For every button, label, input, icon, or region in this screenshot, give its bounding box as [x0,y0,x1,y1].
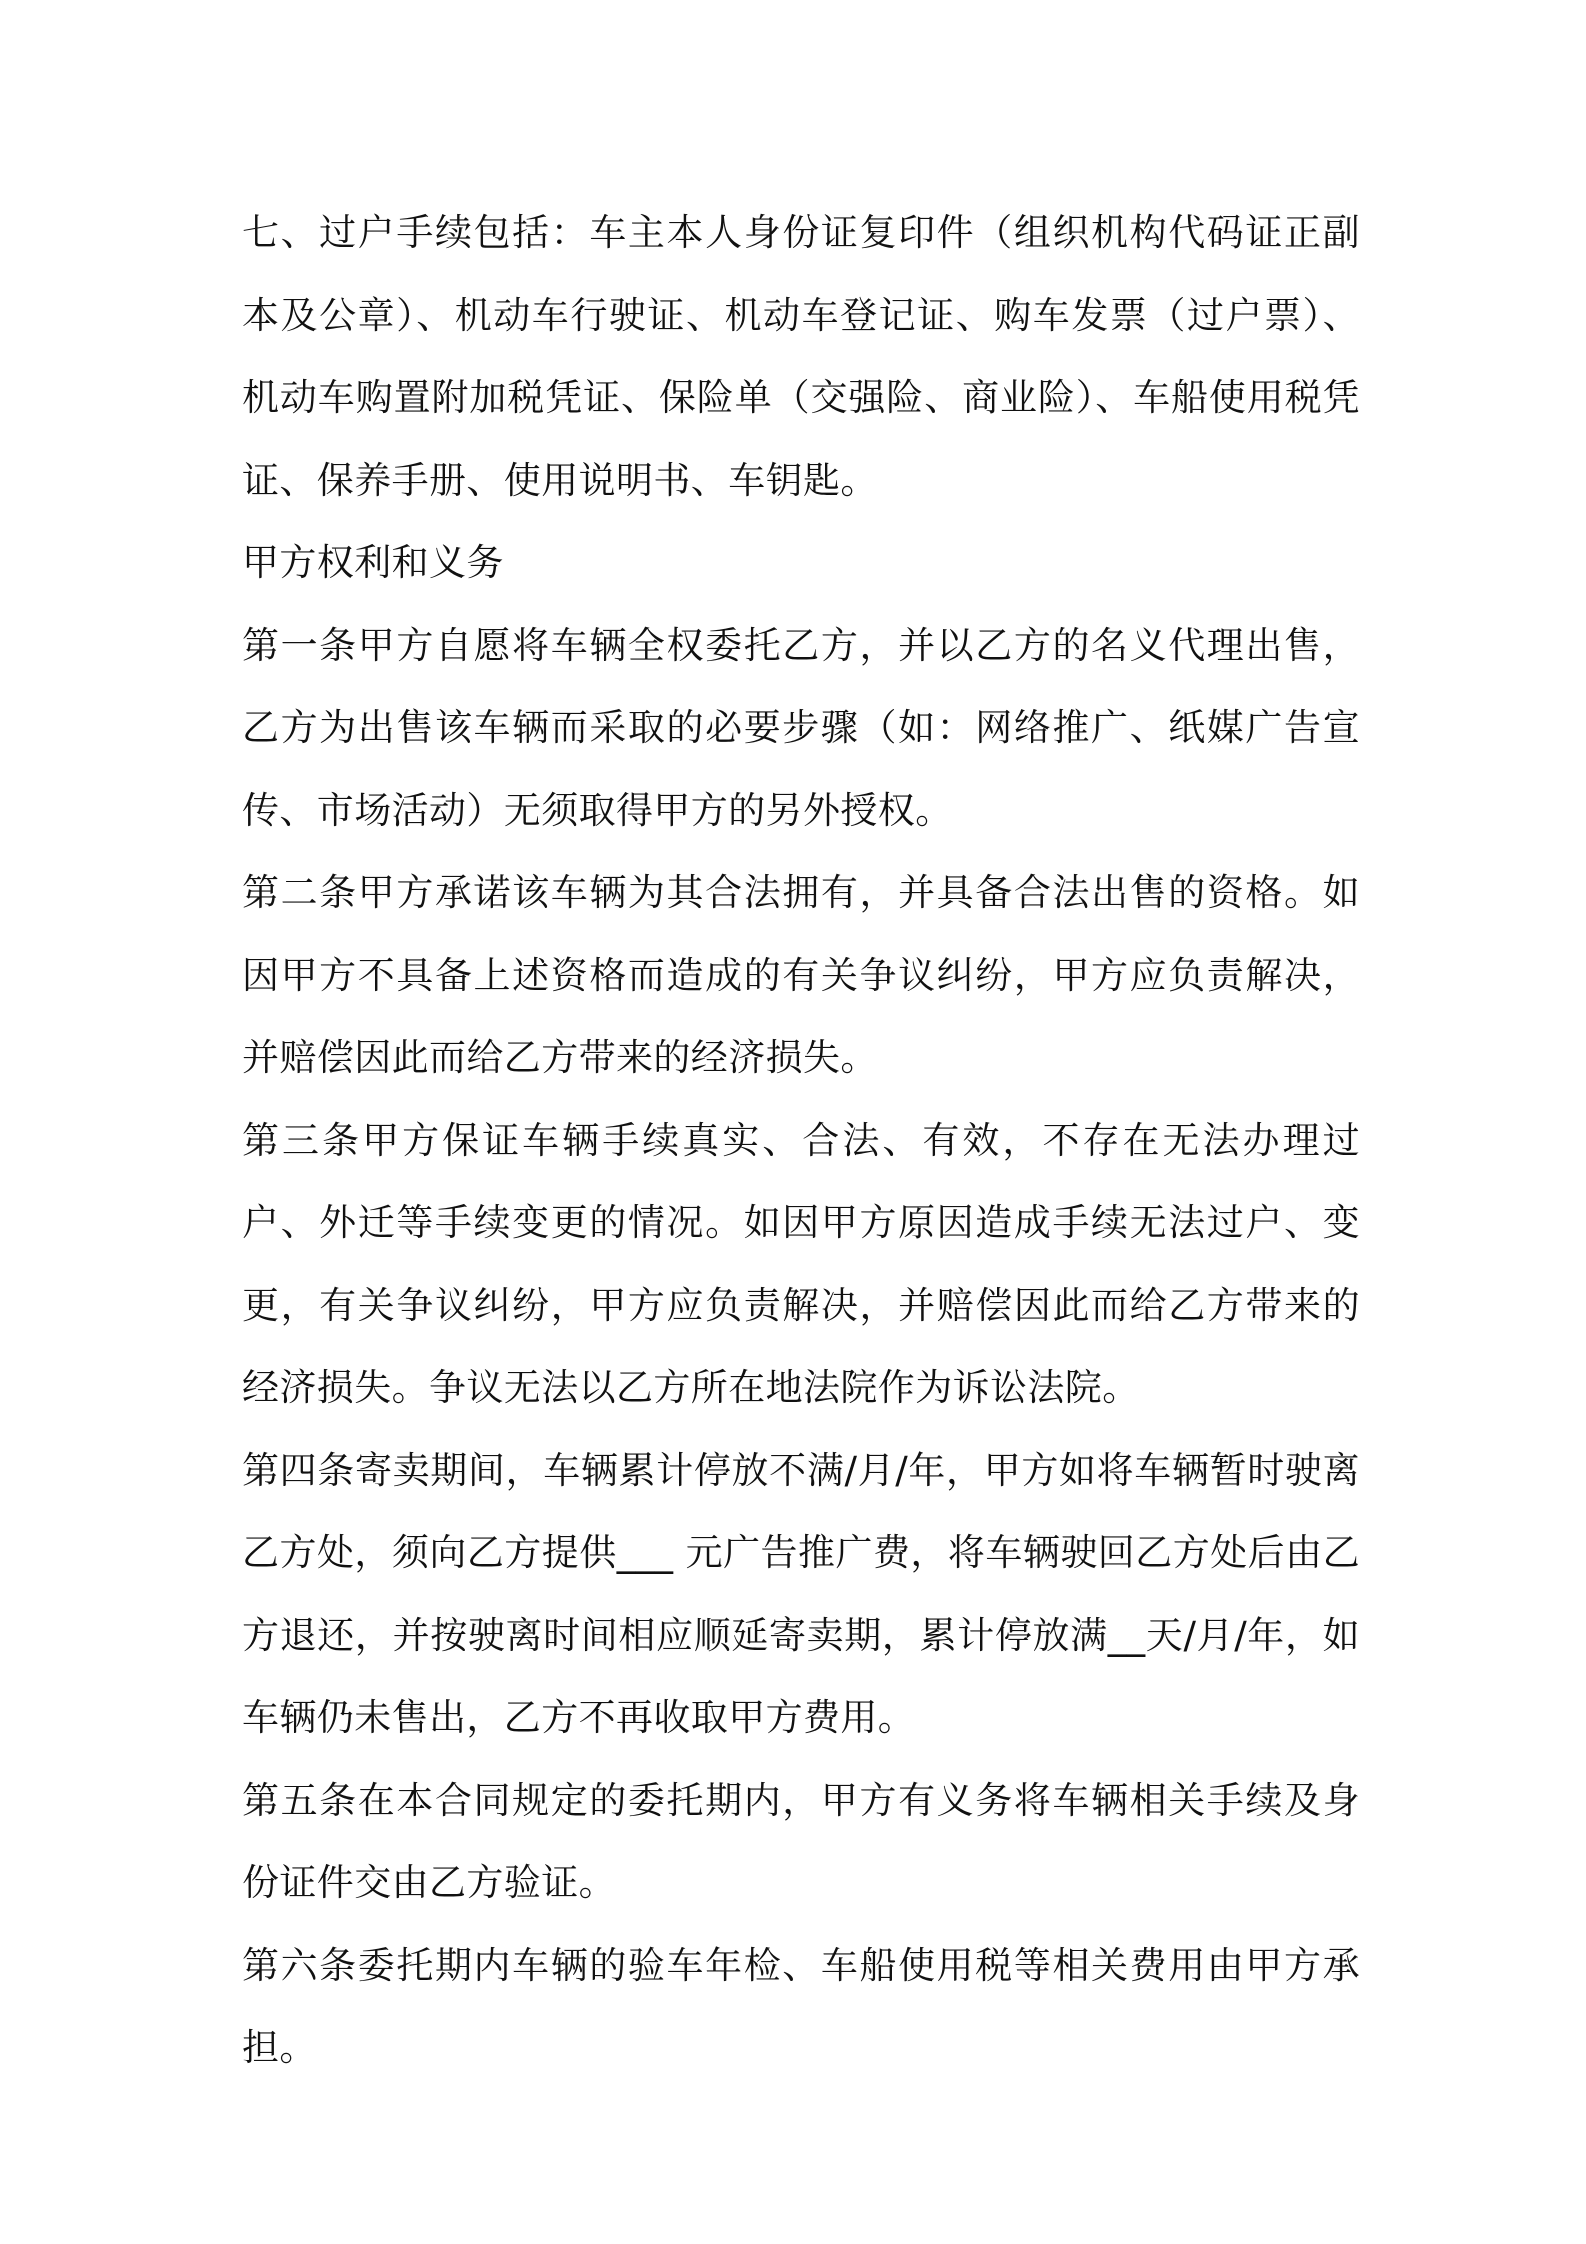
paragraph-article-5: 第五条在本合同规定的委托期内，甲方有义务将车辆相关手续及身份证件交由乙方验证。 [242,1778,1360,1904]
paragraph-transfer-documents: 七、过户手续包括：车主本人身份证复印件（组织机构代码证正副本及公章）、机动车行驶证、机动车登记证、购车发票（过户票）、机动车购置附加税凭证、保险单（交强险、商业险）、车船使用税凭证、保养手册、使用说明书、车钥匙。 [242,211,1360,502]
section-heading-party-a-rights: 甲方权利和义务 [242,541,504,584]
paragraph-article-3: 第三条甲方保证车辆手续真实、合法、有效，不存在无法办理过户、外迁等手续变更的情况。如因甲方原因造成手续无法过户、变更，有关争议纠纷，甲方应负责解决，并赔偿因此而给乙方带来的经济损失。争议无法以乙方所在地法院作为诉讼法院。 [242,1118,1360,1409]
paragraph-article-4: 第四条寄卖期间，车辆累计停放不满/月/年，甲方如将车辆暂时驶离乙方处，须向乙方提供___ 元广告推广费，将车辆驶回乙方处后由乙方退还，并按驶离时间相应顺延寄卖期，累计停放满__天/月/年，如车辆仍未售出，乙方不再收取甲方费用。 [242,1448,1360,1739]
paragraph-article-6: 第六条委托期内车辆的验车年检、车船使用税等相关费用由甲方承担。 [242,1943,1360,2069]
paragraph-article-2: 第二条甲方承诺该车辆为其合法拥有，并具备合法出售的资格。如因甲方不具备上述资格而造成的有关争议纠纷，甲方应负责解决，并赔偿因此而给乙方带来的经济损失。 [242,871,1360,1079]
document-body [242,192,1360,2090]
paragraph-article-1: 第一条甲方自愿将车辆全权委托乙方，并以乙方的名义代理出售，乙方为出售该车辆而采取的必要步骤（如：网络推广、纸媒广告宣传、市场活动）无须取得甲方的另外授权。 [242,623,1360,832]
